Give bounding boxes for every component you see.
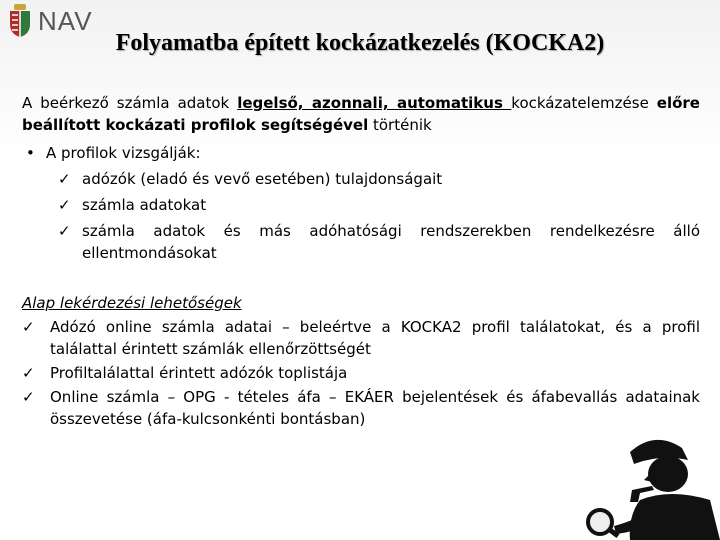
intro-paragraph <box>22 92 700 136</box>
query-item-text: Profiltalálattal érintett adózók toplistája <box>50 364 348 382</box>
profile-item-text: számla adatok és más adóhatósági rendszerekben rendelkezésre álló ellentmondásokat <box>82 222 700 262</box>
profiles-label: A profilok vizsgálják: <box>46 144 201 162</box>
intro-text-underlined: legelső, azonnali, automatikus <box>237 94 512 112</box>
query-item <box>22 316 700 360</box>
profile-item-text: számla adatokat <box>82 196 207 214</box>
check-icon: ✓ <box>58 170 71 188</box>
check-icon: ✓ <box>22 388 35 406</box>
check-icon: ✓ <box>22 364 35 382</box>
intro-text-1: A beérkező számla adatok <box>22 94 238 112</box>
profile-item <box>22 194 700 216</box>
check-icon: ✓ <box>22 318 35 336</box>
query-item-text: Online számla – OPG - tételes áfa – EKÁER bejelentések és áfabevallás adatainak összevetése (áfa-kulcsonkénti bontásban) <box>50 388 700 428</box>
check-icon: ✓ <box>58 196 71 214</box>
profiles-bullet <box>22 142 700 164</box>
logo-text: NAV <box>38 6 93 36</box>
intro-text-3: történik <box>368 116 432 134</box>
intro-text-bold: előre beállított kockázati profilok segítségével <box>22 94 700 134</box>
bullet-mark: • <box>26 144 35 162</box>
query-item-text: Adózó online számla adatai – beleértve a KOCKA2 profil találatokat, és a profil találattal érintett számlák ellenőrzöttségét <box>50 318 700 358</box>
page-title: Folyamatba épített kockázatkezelés (KOCKA2) <box>115 30 605 56</box>
query-item <box>22 362 700 384</box>
detective-silhouette-icon <box>560 430 720 540</box>
query-item <box>22 386 700 430</box>
slide-content <box>22 92 700 430</box>
profile-item <box>22 220 700 264</box>
profile-item-text: adózók (eladó és vevő esetében) tulajdonságait <box>82 170 443 188</box>
profile-item <box>22 168 700 190</box>
check-icon: ✓ <box>58 222 71 240</box>
queries-title: Alap lekérdezési lehetőségek <box>22 294 242 312</box>
intro-text-2: kockázatelemzése <box>511 94 657 112</box>
